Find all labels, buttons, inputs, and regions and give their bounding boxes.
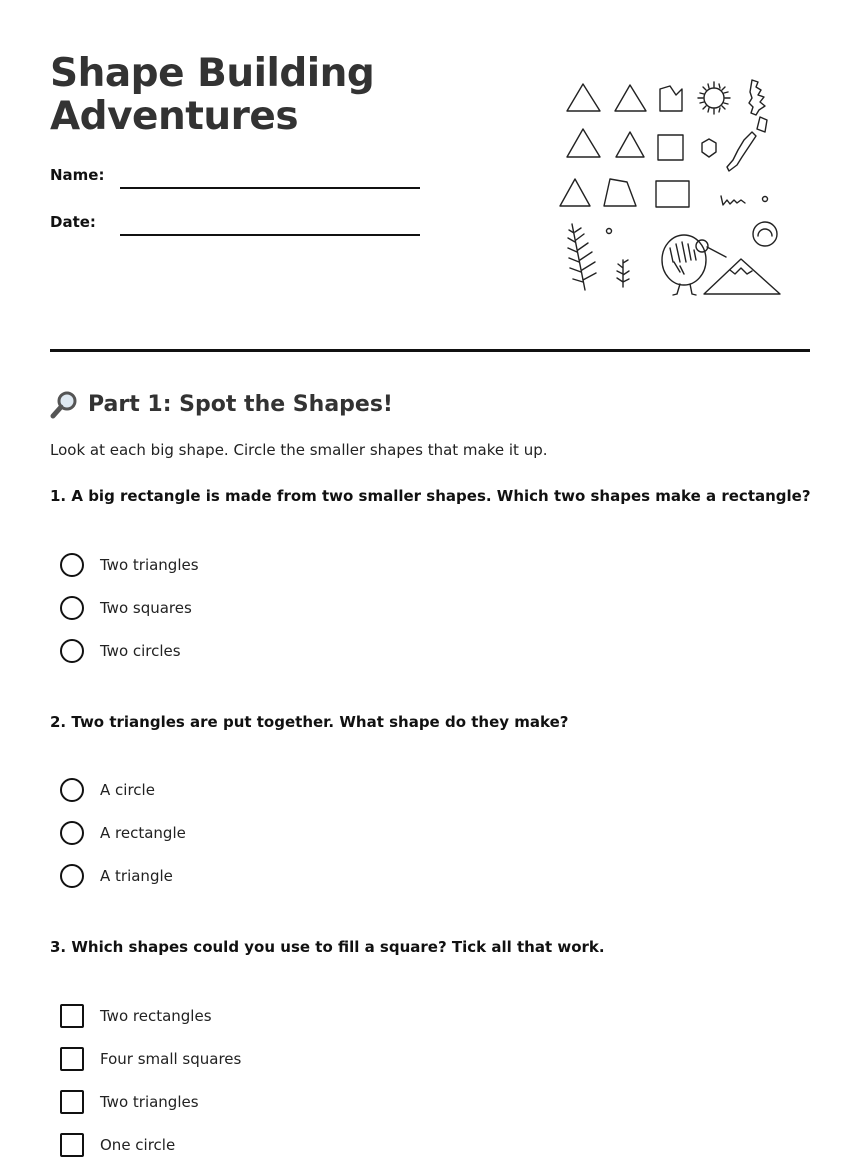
option-label: A circle — [100, 781, 155, 799]
question-3: 3. Which shapes could you use to fill a square? Tick all that work. — [50, 938, 605, 956]
radio-button[interactable] — [60, 864, 84, 888]
trapezoid-icon — [604, 179, 636, 206]
worksheet-title — [50, 52, 374, 138]
option-label: Two circles — [100, 642, 181, 660]
q2-option-1[interactable] — [60, 777, 155, 803]
option-label: Two triangles — [100, 1093, 199, 1111]
radio-button[interactable] — [60, 778, 84, 802]
nz-map-icon — [727, 80, 767, 171]
q1-option-3[interactable] — [60, 638, 181, 664]
option-label: Four small squares — [100, 1050, 242, 1068]
date-label: Date: — [50, 213, 96, 231]
mountain-icon — [704, 259, 780, 294]
part1-intro: Look at each big shape. Circle the smaller shapes that make it up. — [50, 441, 548, 459]
wave-doodle-icon — [607, 196, 768, 234]
title-line-2: Adventures — [50, 94, 299, 139]
date-line[interactable] — [120, 234, 420, 236]
q1-option-1[interactable] — [60, 552, 199, 578]
option-label: Two squares — [100, 599, 192, 617]
question-2: 2. Two triangles are put together. What shape do they make? — [50, 713, 569, 731]
q3-option-1[interactable] — [60, 1003, 212, 1029]
radio-button[interactable] — [60, 639, 84, 663]
q2-option-2[interactable] — [60, 820, 186, 846]
q3-option-2[interactable] — [60, 1046, 241, 1072]
checkbox[interactable] — [60, 1004, 84, 1028]
option-label: A rectangle — [100, 824, 186, 842]
triangle-icon — [560, 84, 646, 206]
name-line[interactable] — [120, 187, 420, 189]
shapes-illustration — [553, 74, 788, 302]
option-label: A triangle — [100, 867, 173, 885]
radio-button[interactable] — [60, 821, 84, 845]
radio-button[interactable] — [60, 596, 84, 620]
moon-icon — [753, 222, 777, 246]
option-label: Two triangles — [100, 556, 199, 574]
hexagon-icon — [702, 139, 716, 157]
checkbox[interactable] — [60, 1133, 84, 1157]
checkbox[interactable] — [60, 1047, 84, 1071]
square-icon — [656, 135, 689, 207]
section-divider — [50, 349, 810, 352]
q3-option-4[interactable] — [60, 1132, 175, 1158]
part1-title-text: Part 1: Spot the Shapes! — [88, 391, 393, 417]
option-label: Two rectangles — [100, 1007, 212, 1025]
sprout-icon — [617, 260, 629, 287]
kiwi-bird-icon — [662, 235, 726, 295]
question-1: 1. A big rectangle is made from two smaller shapes. Which two shapes make a rectangle? — [50, 487, 811, 505]
checkbox[interactable] — [60, 1090, 84, 1114]
q1-option-2[interactable] — [60, 595, 192, 621]
title-line-1: Shape Building — [50, 51, 375, 96]
name-label: Name: — [50, 166, 105, 184]
part1-title — [50, 389, 393, 419]
option-label: One circle — [100, 1136, 176, 1154]
house-square-icon — [660, 86, 682, 111]
radio-button[interactable] — [60, 553, 84, 577]
fern-icon — [568, 224, 596, 290]
q3-option-3[interactable] — [60, 1089, 199, 1115]
sun-icon — [698, 82, 730, 114]
magnifying-glass-icon — [50, 389, 80, 419]
q2-option-3[interactable] — [60, 863, 173, 889]
